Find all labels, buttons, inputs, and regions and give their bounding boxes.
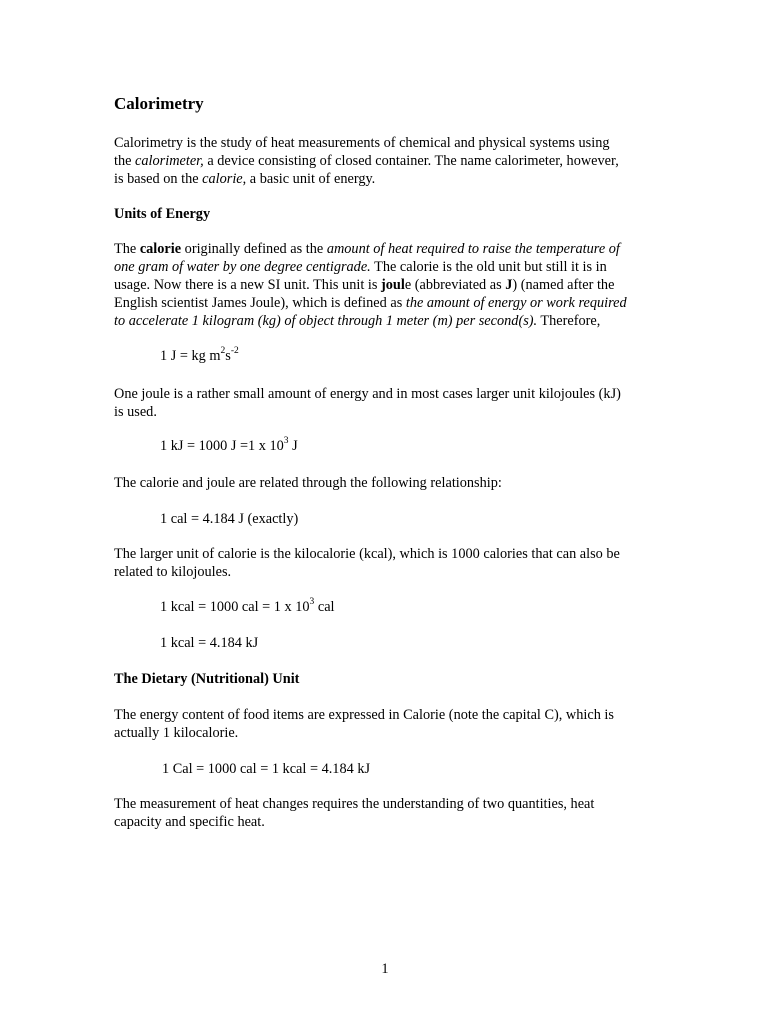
equation-text: 1 kJ = 1000 J =1 x 10 — [160, 438, 284, 454]
intro-line — [114, 152, 619, 170]
equation-kilojoule — [160, 437, 298, 455]
equation-text: cal — [314, 599, 335, 615]
definition-italic: the amount of energy or work required — [405, 295, 627, 311]
superscript: 3 — [283, 436, 289, 447]
text-run: originally defined as the — [181, 241, 327, 257]
intro-line — [114, 170, 375, 188]
units-line — [114, 312, 600, 330]
equation-text: s — [225, 348, 231, 364]
closing-line: The measurement of heat changes requires the understanding of two quantities, heat — [114, 796, 595, 812]
definition-italic: one gram of water by one degree centigrade. — [114, 259, 371, 275]
superscript: -2 — [230, 346, 239, 357]
text-run: , a basic unit of energy. — [242, 171, 376, 187]
kilocalorie-line: The larger unit of calorie is the kilocalorie (kcal), which is 1000 calories that can also be — [114, 546, 620, 562]
text-run: English scientist James Joule), which is defined as — [114, 295, 406, 311]
term-calorie: calorie — [202, 171, 243, 187]
section-heading-units: Units of Energy — [114, 206, 211, 222]
units-line — [114, 240, 620, 258]
equation-calorie: 1 cal = 4.184 J (exactly) — [160, 511, 299, 527]
definition-italic: to accelerate 1 kilogram (kg) of object through 1 meter (m) per second(s). — [114, 313, 538, 329]
text-run: the — [114, 153, 136, 169]
equation-text: 1 kcal = 1000 cal = 1 x 10 — [160, 599, 310, 615]
closing-line: capacity and specific heat. — [114, 814, 265, 830]
term-joule-bold: joul — [380, 277, 405, 293]
units-line — [114, 258, 607, 276]
text-run: The — [114, 241, 140, 257]
intro-line: Calorimetry is the study of heat measurements of chemical and physical systems using — [114, 135, 610, 151]
text-run: e (abbreviated as — [404, 277, 506, 293]
text-run: a device consisting of closed container. The name calorimeter, however, — [203, 153, 619, 169]
text-run: The calorie is the old unit but still it is in — [370, 259, 607, 275]
document-page — [114, 0, 674, 1024]
equation-kilocalorie-cal — [160, 598, 335, 616]
section-heading-dietary: The Dietary (Nutritional) Unit — [114, 671, 300, 687]
symbol-j-bold: J — [505, 277, 513, 293]
kilojoule-line: is used. — [114, 404, 157, 420]
text-run: usage. Now there is a new SI unit. This unit is — [114, 277, 381, 293]
equation-kilocalorie-kj: 1 kcal = 4.184 kJ — [160, 635, 259, 651]
text-run: is based on the — [114, 171, 203, 187]
kilocalorie-line: related to kilojoules. — [114, 564, 232, 580]
text-run: Therefore, — [537, 313, 601, 329]
equation-dietary-calorie: 1 Cal = 1000 cal = 1 kcal = 4.184 kJ — [162, 761, 371, 777]
units-line — [114, 294, 627, 312]
dietary-line: actually 1 kilocalorie. — [114, 725, 239, 741]
superscript: 2 — [220, 346, 226, 357]
units-line — [114, 276, 614, 294]
equation-text: 1 J = kg m — [160, 348, 221, 364]
equation-joule — [160, 347, 239, 365]
superscript: 3 — [309, 597, 315, 608]
definition-italic: amount of heat required to raise the temperature of — [326, 241, 620, 257]
term-calorie-bold: calorie — [139, 241, 182, 257]
term-calorimeter: calorimeter, — [135, 153, 204, 169]
kilojoule-line: One joule is a rather small amount of energy and in most cases larger unit kilojoules (kJ) — [114, 386, 621, 402]
dietary-line: The energy content of food items are expressed in Calorie (note the capital C), which is — [114, 707, 614, 723]
text-run: ) (named after the — [512, 277, 615, 293]
page-title: Calorimetry — [114, 94, 204, 113]
relation-paragraph: The calorie and joule are related through the following relationship: — [114, 475, 502, 491]
page-number: 1 — [381, 961, 389, 977]
equation-text: J — [288, 438, 298, 454]
